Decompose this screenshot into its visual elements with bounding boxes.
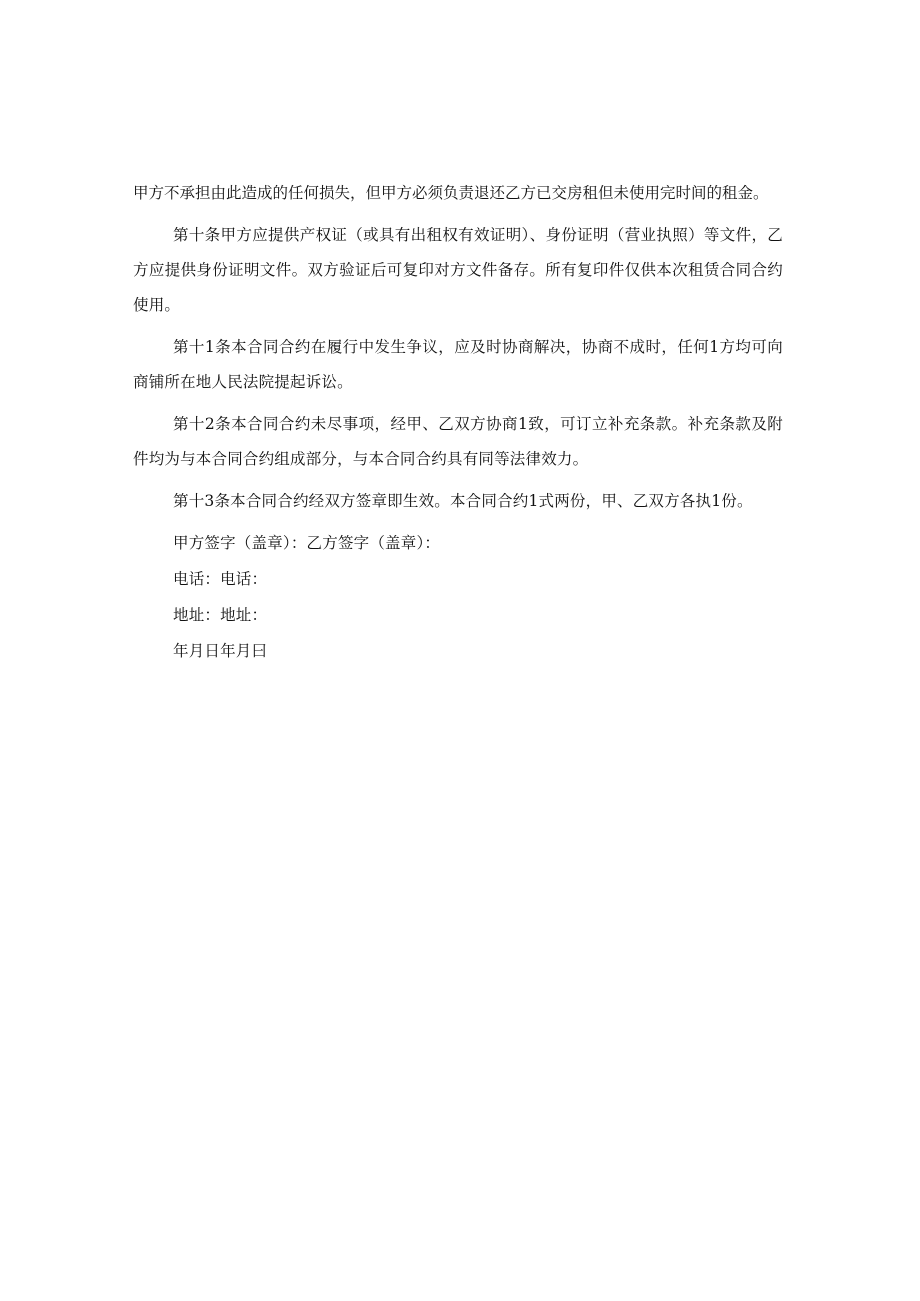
paragraph-refund-clause: 甲方不承担由此造成的任何损失，但甲方必须负责退还乙方已交房租但未使用完时间的租金。 (133, 184, 769, 202)
contract-body (133, 176, 783, 670)
paragraph-article-12: 第十2条本合同合约未尽事项，经甲、乙双方协商1致，可订立补充条款。补充条款及附件均为与本合同合约组成部分，与本合同合约具有同等法律效力。 (133, 415, 783, 468)
signature-block (133, 526, 783, 669)
paragraph-article-11: 第十1条本合同合约在履行中发生争议，应及时协商解决，协商不成时，任何1方均可向商铺所在地人民法院提起诉讼。 (133, 338, 783, 391)
date-line: 年月日年月曰 (173, 642, 268, 660)
address-line: 地址：地址： (173, 606, 268, 624)
phone-line: 电话：电话： (173, 570, 268, 588)
paragraph-article-13: 第十3条本合同合约经双方签章即生效。本合同合约1式两份，甲、乙双方各执1份。 (173, 492, 753, 510)
paragraph-article-10: 第十条甲方应提供产权证（或具有出租权有效证明）、身份证明（营业执照）等文件，乙方应提供身份证明文件。双方验证后可复印对方文件备存。所有复印件仅供本次租赁合同合约使用。 (133, 226, 783, 314)
signature-line: 甲方签字（盖章）：乙方签字（盖章）： (173, 534, 441, 552)
